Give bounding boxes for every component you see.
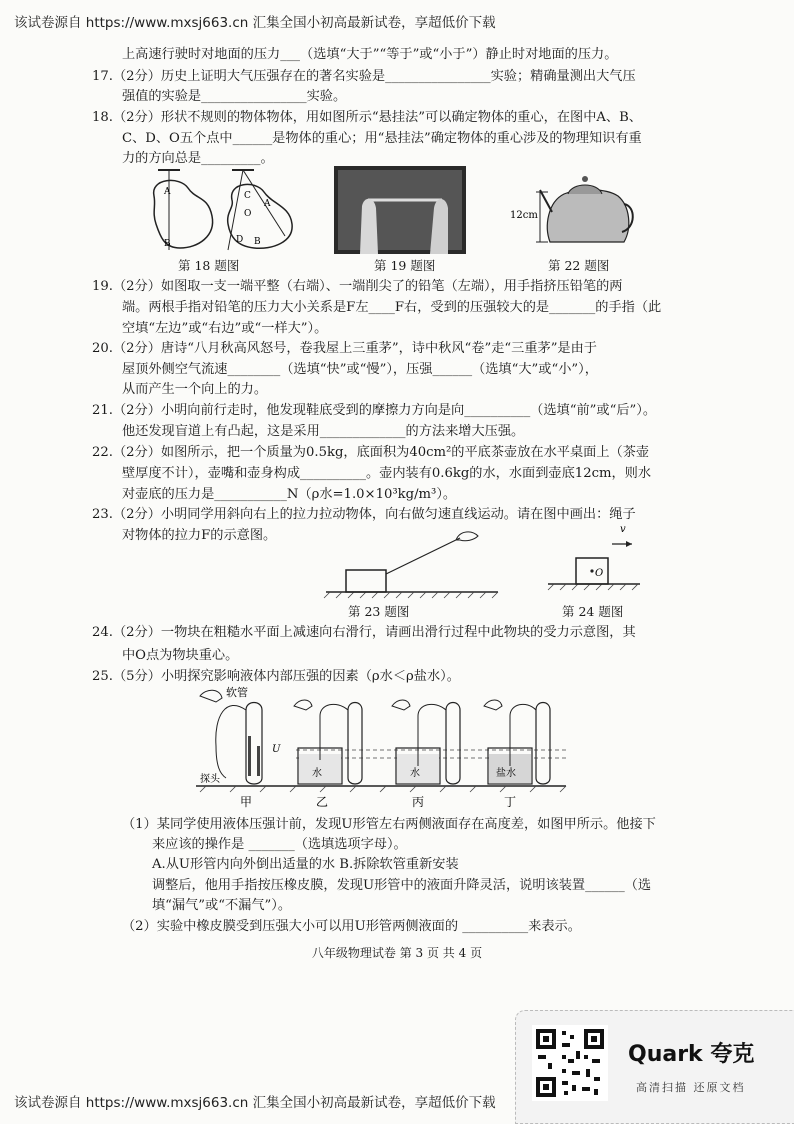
water-label-2: 水 [410, 768, 420, 779]
label-a2: A [264, 199, 271, 209]
text-line: C、D、O五个点中______是物体的重心；用“悬挂法”确定物体的重心涉及的物理知识有重 [122, 131, 642, 146]
text-line: 壁厚度不计），壶嘴和壶身构成__________。壶内装有0.6kg的水，水面到壶底12cm，则水 [122, 466, 652, 481]
fig25-pressure-gauge-diagram [186, 686, 586, 810]
text-line: 中O点为物块重心。 [122, 648, 239, 663]
quark-tagline: 高清扫描 还原文档 [636, 1081, 746, 1094]
label-d: D [236, 235, 244, 245]
text-line: 上高速行驶时对地面的压力___（选填“大于”“等于”或“小于”）静止时对地面的压力。 [122, 47, 618, 62]
u-tube-label: U [272, 744, 281, 755]
center-of-gravity-label: O [595, 568, 604, 579]
label-b2: B [254, 237, 261, 247]
fig24-caption: 第 24 题图 [562, 604, 624, 619]
text-line: 调整后，他用手指按压橡皮膜，发现U形管中的液面升降灵活，说明该装置______（选 [152, 878, 652, 893]
label-a: A [164, 187, 171, 197]
option-line: A.从U形管内向外倒出适量的水 B.拆除软管重新安装 [152, 857, 459, 872]
label-jia: 甲 [240, 795, 253, 809]
q20-line: 20.（2分）唐诗“八月秋高风怒号，卷我屋上三重茅”，诗中秋风“卷”走“三重茅”是由于 [92, 341, 597, 356]
text-line: 从而产生一个向上的力。 [122, 382, 268, 397]
q17-line: 17.（2分）历史上证明大气压强存在的著名实验是________________实验；精确量测出大气压 [92, 69, 636, 84]
q19-line: 19.（2分）如图取一支一端平整（右端）、一端削尖了的铅笔（左端），用手指挤压铅笔的两 [92, 279, 623, 294]
text-line: 他还发现盲道上有凸起，这是采用_____________的方法来增大压强。 [122, 424, 525, 439]
fig19-caption: 第 19 题图 [374, 258, 436, 273]
q24-line: 24.（2分）一物块在粗糙水平面上减速向右滑行，请画出滑行过程中此物块的受力示意图，其 [92, 625, 636, 640]
page-footer: 八年级物理试卷 第 3 页 共 4 页 [311, 946, 483, 960]
fig18-suspension-diagram [140, 166, 310, 256]
salt-water-label: 盐水 [496, 768, 516, 779]
water-label-1: 水 [312, 768, 322, 779]
text-line: 对物体的拉力F的示意图。 [122, 528, 277, 543]
q25-part1-line: （1）某同学使用液体压强计前，发现U形管左右两侧液面存在高度差，如图甲所示。他接下 [122, 817, 656, 832]
fig22-caption: 第 22 题图 [548, 258, 610, 273]
q25-part2-line: （2）实验中橡皮膜受到压强大小可以用U形管两侧液面的 __________来表示。 [122, 919, 581, 934]
fig18-caption: 第 18 题图 [178, 258, 240, 273]
probe-label: 探头 [200, 774, 220, 785]
label-ding: 丁 [504, 795, 517, 809]
text-line: 对壶底的压力是___________N（ρ水=1.0×10³kg/m³）。 [122, 487, 457, 502]
fig23-block-pull-diagram [322, 530, 502, 600]
fig19-pencil-photo [334, 166, 466, 254]
source-banner-bottom: 该试卷源自 https://www.mxsj663.cn 汇集全国小初高最新试卷，享超低价下载 [14, 1095, 496, 1111]
label-b: B [164, 239, 171, 249]
source-banner-top: 该试卷源自 https://www.mxsj663.cn 汇集全国小初高最新试卷，享超低价下载 [14, 15, 496, 31]
q18-line: 18.（2分）形状不规则的物体物体，用如图所示“悬挂法”可以确定物体的重心，在图中A、B、 [92, 110, 642, 125]
fig23-caption: 第 23 题图 [348, 604, 410, 619]
qr-code-icon [532, 1025, 608, 1101]
quark-brand: Quark 夸克 [628, 1042, 755, 1067]
text-line: 屋顶外侧空气流速________（选填“快”或“慢”），压强______（选填“大”或“小”）， [122, 362, 598, 377]
label-yi: 乙 [316, 795, 329, 809]
text-line: 填“漏气”或“不漏气”）。 [152, 898, 292, 913]
hose-label: 软管 [226, 686, 248, 699]
text-line: 力的方向总是_________。 [122, 151, 274, 166]
label-c: C [244, 191, 251, 201]
teapot-height-label: 12cm [510, 210, 538, 221]
fig24-sliding-block-diagram [544, 518, 644, 600]
label-bing: 丙 [412, 795, 425, 809]
text-line: 来应该的操作是 _______（选填选项字母）。 [152, 837, 407, 852]
velocity-label: v [620, 524, 626, 535]
q25-line: 25.（5分）小明探究影响液体内部压强的因素（ρ水＜ρ盐水）。 [92, 669, 460, 684]
q22-line: 22.（2分）如图所示，把一个质量为0.5kg，底面积为40cm²的平底茶壶放在水平桌面上（茶壶 [92, 445, 650, 460]
text-line: 空填“左边”或“右边”或“一样大”）。 [122, 321, 328, 336]
text-line: 端。两根手指对铅笔的压力大小关系是F左____F右，受到的压强较大的是_______的手指（此 [122, 300, 662, 315]
fig22-teapot-diagram [508, 166, 636, 246]
q21-line: 21.（2分）小明向前行走时，他发现鞋底受到的摩擦力方向是向__________（选填“前”或“后”）。 [92, 403, 657, 418]
text-line: 强值的实验是________________实验。 [122, 89, 347, 104]
q23-line: 23.（2分）小明同学用斜向右上的拉力拉动物体，向右做匀速直线运动。请在图中画出：绳子 [92, 507, 636, 522]
label-o: O [244, 209, 252, 219]
